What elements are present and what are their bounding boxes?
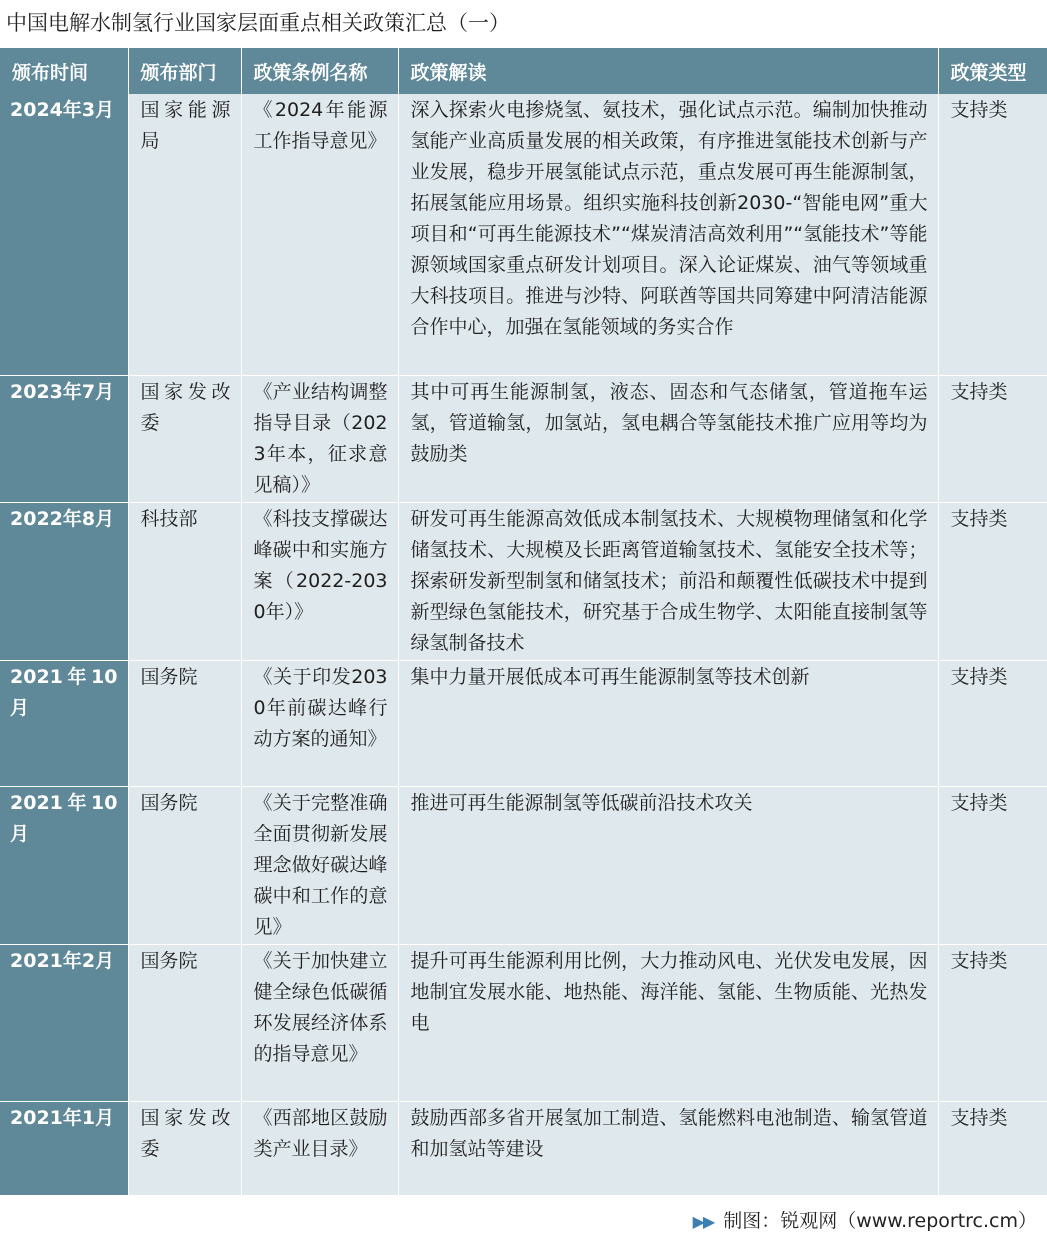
cell-date: 2024年3月 (0, 94, 128, 375)
double-play-arrow-icon: ▶▶ (692, 1212, 714, 1231)
cell-name: 《科技支撑碳达峰碳中和实施方案（2022-2030年）》 (241, 502, 398, 660)
table-row (0, 94, 1047, 375)
header-desc: 政策解读 (398, 48, 938, 94)
header-name: 政策条例名称 (241, 48, 398, 94)
cell-dept: 国务院 (128, 786, 241, 944)
cell-dept: 国家发改委 (128, 375, 241, 502)
table-header-row (0, 48, 1047, 94)
table-row (0, 660, 1047, 786)
cell-dept: 国务院 (128, 660, 241, 786)
cell-name: 《关于印发2030年前碳达峰行动方案的通知》 (241, 660, 398, 786)
cell-dept: 国家能源局 (128, 94, 241, 375)
table-row (0, 1101, 1047, 1195)
table-row (0, 786, 1047, 944)
page-title: 中国电解水制氢行业国家层面重点相关政策汇总（一） (6, 11, 510, 35)
cell-type: 支持类 (938, 375, 1047, 502)
cell-date: 2023年7月 (0, 375, 128, 502)
table-row (0, 375, 1047, 502)
table-row (0, 502, 1047, 660)
cell-desc: 推进可再生能源制氢等低碳前沿技术攻关 (398, 786, 938, 944)
cell-dept: 国家发改委 (128, 1101, 241, 1195)
cell-type: 支持类 (938, 1101, 1047, 1195)
header-dept: 颁布部门 (128, 48, 241, 94)
cell-dept: 科技部 (128, 502, 241, 660)
cell-desc: 提升可再生能源利用比例，大力推动风电、光伏发电发展，因地制宜发展水能、地热能、海洋能、氢能、生物质能、光热发电 (398, 944, 938, 1101)
cell-type: 支持类 (938, 944, 1047, 1101)
cell-desc: 鼓励西部多省开展氢加工制造、氢能燃料电池制造、输氢管道和加氢站等建设 (398, 1101, 938, 1195)
cell-name: 《关于加快建立健全绿色低碳循环发展经济体系的指导意见》 (241, 944, 398, 1101)
source-credit (693, 1206, 1037, 1236)
cell-name: 《关于完整准确全面贯彻新发展理念做好碳达峰碳中和工作的意见》 (241, 786, 398, 944)
cell-date: 2022年8月 (0, 502, 128, 660)
cell-name: 《产业结构调整指导目录（2023年本，征求意见稿）》 (241, 375, 398, 502)
cell-type: 支持类 (938, 660, 1047, 786)
table-row (0, 944, 1047, 1101)
cell-name: 《西部地区鼓励类产业目录》 (241, 1101, 398, 1195)
cell-date: 2021年10月 (0, 660, 128, 786)
cell-type: 支持类 (938, 502, 1047, 660)
header-date: 颁布时间 (0, 48, 128, 94)
source-credit-text: 制图：锐观网（www.reportrc.cm） (723, 1210, 1037, 1232)
cell-date: 2021年2月 (0, 944, 128, 1101)
cell-type: 支持类 (938, 94, 1047, 375)
cell-desc: 研发可再生能源高效低成本制氢技术、大规模物理储氢和化学储氢技术、大规模及长距离管道输氢技术、氢能安全技术等；探索研发新型制氢和储氢技术；前沿和颠覆性低碳技术中提到新型绿色氢能技术，研究基于合成生物学、太阳能直接制氢等绿氢制备技术 (398, 502, 938, 660)
header-type: 政策类型 (938, 48, 1047, 94)
cell-type: 支持类 (938, 786, 1047, 944)
policy-table (0, 48, 1047, 1196)
cell-dept: 国务院 (128, 944, 241, 1101)
cell-name: 《2024年能源工作指导意见》 (241, 94, 398, 375)
cell-desc: 其中可再生能源制氢，液态、固态和气态储氢，管道拖车运氢，管道输氢，加氢站，氢电耦合等氢能技术推广应用等均为鼓励类 (398, 375, 938, 502)
cell-date: 2021年1月 (0, 1101, 128, 1195)
cell-desc: 深入探索火电掺烧氢、氨技术，强化试点示范。编制加快推动氢能产业高质量发展的相关政策，有序推进氢能技术创新与产业发展，稳步开展氢能试点示范，重点发展可再生能源制氢，拓展氢能应用场景。组织实施科技创新2030-“智能电网”重大项目和“可再生能源技术”“煤炭清洁高效利用”“氢能技术”等能源领域国家重点研发计划项目。深入论证煤炭、油气等领域重大科技项目。推进与沙特、阿联酋等国共同筹建中阿清洁能源合作中心，加强在氢能领域的务实合作 (398, 94, 938, 375)
cell-desc: 集中力量开展低成本可再生能源制氢等技术创新 (398, 660, 938, 786)
cell-date: 2021年10月 (0, 786, 128, 944)
